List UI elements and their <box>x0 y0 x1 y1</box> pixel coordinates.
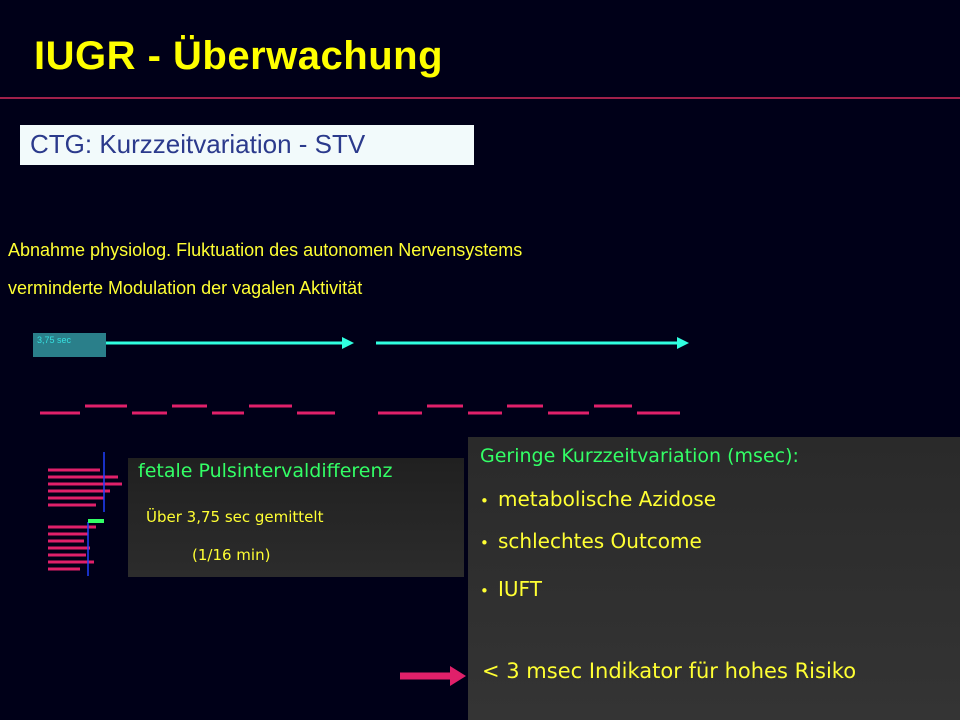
risk-arrow-head <box>450 666 466 686</box>
bullet-icon: • <box>480 534 489 552</box>
slide-title: IUGR - Überwachung <box>34 34 444 78</box>
definition-heading: fetale Pulsintervaldifferenz <box>138 460 393 482</box>
bullet-text: schlechtes Outcome <box>498 529 702 553</box>
risk-indicator-text: < 3 msec Indikator für hohes Risiko <box>482 659 857 683</box>
interval-stack-icon <box>48 470 122 569</box>
bullet-text: metabolische Azidose <box>498 487 717 511</box>
subtitle-text: CTG: Kurzzeitvariation - STV <box>30 129 366 159</box>
bullet-text: IUFT <box>498 577 542 601</box>
arrow-head-2 <box>677 337 689 349</box>
description-line-1: Abnahme physiolog. Fluktuation des autonomen Nervensystems <box>8 240 523 260</box>
bullet-item <box>480 529 702 553</box>
definition-line-1: Über 3,75 sec gemittelt <box>146 508 324 526</box>
low-stv-heading: Geringe Kurzzeitvariation (msec): <box>480 445 799 467</box>
pulse-pattern-2 <box>378 406 680 413</box>
bullet-icon: • <box>480 582 489 600</box>
bullet-item <box>480 577 542 601</box>
bullet-icon: • <box>480 492 489 510</box>
pulse-pattern-1 <box>40 406 335 413</box>
definition-line-2: (1/16 min) <box>192 546 271 564</box>
stv-definition-box <box>128 458 464 577</box>
arrow-head-1 <box>342 337 354 349</box>
description-line-2: verminderte Modulation der vagalen Aktivität <box>8 278 363 298</box>
interval-tag: 3,75 sec <box>33 333 106 357</box>
low-stv-box <box>468 437 960 720</box>
bullet-item <box>480 487 716 511</box>
